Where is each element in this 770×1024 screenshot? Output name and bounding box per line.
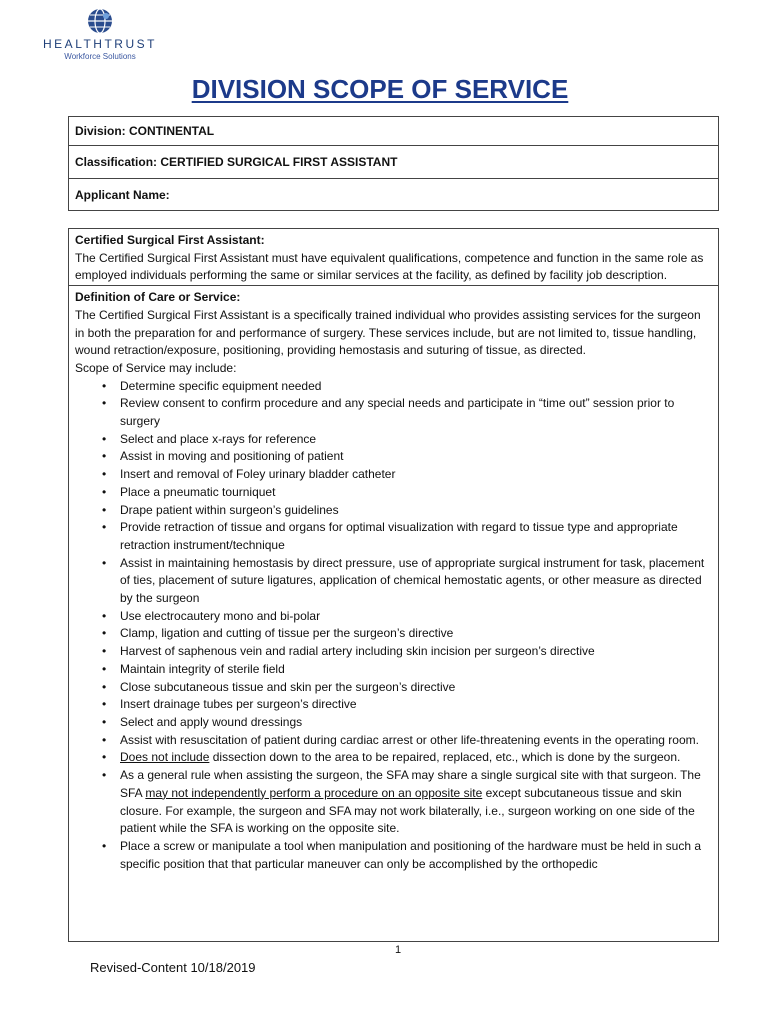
bullet-icon: •	[102, 697, 107, 712]
list-item: • Provide retraction of tissue and organs for optimal visualization with regard to tissue type and appropriate retraction instrument/technique	[102, 520, 678, 552]
bullet-icon: •	[102, 608, 107, 623]
bullet-icon: •	[102, 484, 107, 499]
list-item: • Maintain integrity of sterile field	[75, 661, 713, 679]
healthtrust-logo	[40, 8, 160, 61]
certified-section	[69, 229, 718, 285]
bullet-icon: •	[102, 750, 107, 765]
definition-body: The Certified Surgical First Assistant is a specifically trained individual who provides assisting services for the surgeon in both the preparation for and performance of surgery. These services include, but are not limited to, tissue handling, wound retraction/exposure, positioning, providing hemostasis and suturing of tissue, as directed.	[75, 307, 701, 358]
list-item: • Clamp, ligation and cutting of tissue per the surgeon’s directive	[75, 625, 713, 643]
bullet-icon: •	[102, 661, 107, 676]
bullet-icon: •	[102, 838, 107, 853]
page-title: DIVISION SCOPE OF SERVICE	[191, 74, 569, 104]
applicant-name-field[interactable]: Applicant Name:	[69, 178, 718, 210]
scope-content-box	[68, 228, 719, 942]
certified-heading: Certified Surgical First Assistant:	[75, 233, 265, 247]
list-item: • Review consent to confirm procedure and any special needs and participate in “time out” session prior to surgery	[102, 396, 675, 429]
list-item: • Assist in moving and positioning of patient	[75, 448, 713, 466]
list-item: • Select and apply wound dressings	[75, 714, 713, 732]
logo-subtitle: Workforce Solutions	[64, 52, 136, 61]
bullet-icon: •	[102, 768, 107, 783]
globe-icon	[87, 8, 113, 34]
bullet-icon: •	[102, 378, 107, 393]
list-item: • Assist with resuscitation of patient during cardiac arrest or other life-threatening events in the operating room.	[75, 732, 713, 750]
page-number: 1	[395, 944, 402, 956]
bullet-icon: •	[102, 431, 107, 446]
list-item-not-include: • Does not include dissection down to the area to be repaired, replaced, etc., which is done by the surgeon.	[75, 749, 713, 767]
bullet-icon: •	[102, 679, 107, 694]
list-item: • Select and place x-rays for reference	[75, 431, 713, 449]
scope-list	[75, 378, 713, 874]
bullet-icon: •	[102, 732, 107, 747]
list-item: • Drape patient within surgeon’s guidelines	[75, 502, 713, 520]
bullet-icon: •	[102, 714, 107, 729]
division-row: Division: CONTINENTAL	[75, 124, 215, 138]
definition-heading: Definition of Care or Service:	[75, 290, 241, 305]
info-table	[68, 116, 719, 211]
list-item: • Harvest of saphenous vein and radial artery including skin incision per surgeon’s directive	[75, 643, 713, 661]
list-item: • Assist in maintaining hemostasis by direct pressure, use of appropriate surgical instrument for task, placement of ties, placement of suture ligatures, application of chemical hemostatic agents, or other measure as directed by the surgeon	[102, 555, 705, 606]
list-item-general-rule: • As a general rule when assisting the surgeon, the SFA may share a single surgical site with that surgeon. The SFA may not independently perform a procedure on an opposite site except subcutaneous tissue and skin closure. For example, the surgeon and SFA may not work bilaterally, i.e., surgeon working on one side of the patient while the SFA is working on the opposite site.	[102, 768, 701, 836]
scope-intro: Scope of Service may include:	[75, 360, 237, 375]
list-item: • Close subcutaneous tissue and skin per the surgeon’s directive	[75, 679, 713, 697]
list-item: • Use electrocautery mono and bi-polar	[75, 608, 713, 626]
logo-name: HEALTHTRUST	[43, 37, 157, 51]
list-item: • Determine specific equipment needed	[75, 378, 713, 396]
classification-row: Classification: CERTIFIED SURGICAL FIRST ASSISTANT	[69, 145, 718, 178]
bullet-icon: •	[102, 467, 107, 482]
bullet-icon: •	[102, 626, 107, 641]
revision-footer: Revised-Content 10/18/2019	[90, 960, 256, 975]
bullet-icon: •	[102, 502, 107, 517]
bullet-icon: •	[102, 520, 107, 535]
bullet-icon: •	[102, 644, 107, 659]
bullet-icon: •	[102, 555, 107, 570]
list-item-screw: • Place a screw or manipulate a tool when manipulation and positioning of the hardware must be held in such a specific position that that particular maneuver can only be accomplished by the orthopedic	[102, 838, 702, 871]
list-item: • Insert and removal of Foley urinary bladder catheter	[75, 466, 713, 484]
bullet-icon: •	[102, 396, 107, 411]
bullet-icon: •	[102, 449, 107, 464]
certified-body: The Certified Surgical First Assistant must have equivalent qualifications, competence and function in the same role as employed individuals performing the same or similar services at the facility, as defined by facility job description.	[75, 250, 704, 283]
list-item: • Place a pneumatic tourniquet	[75, 484, 713, 502]
list-item: • Insert drainage tubes per surgeon’s directive	[75, 696, 713, 714]
definition-section	[69, 285, 718, 873]
